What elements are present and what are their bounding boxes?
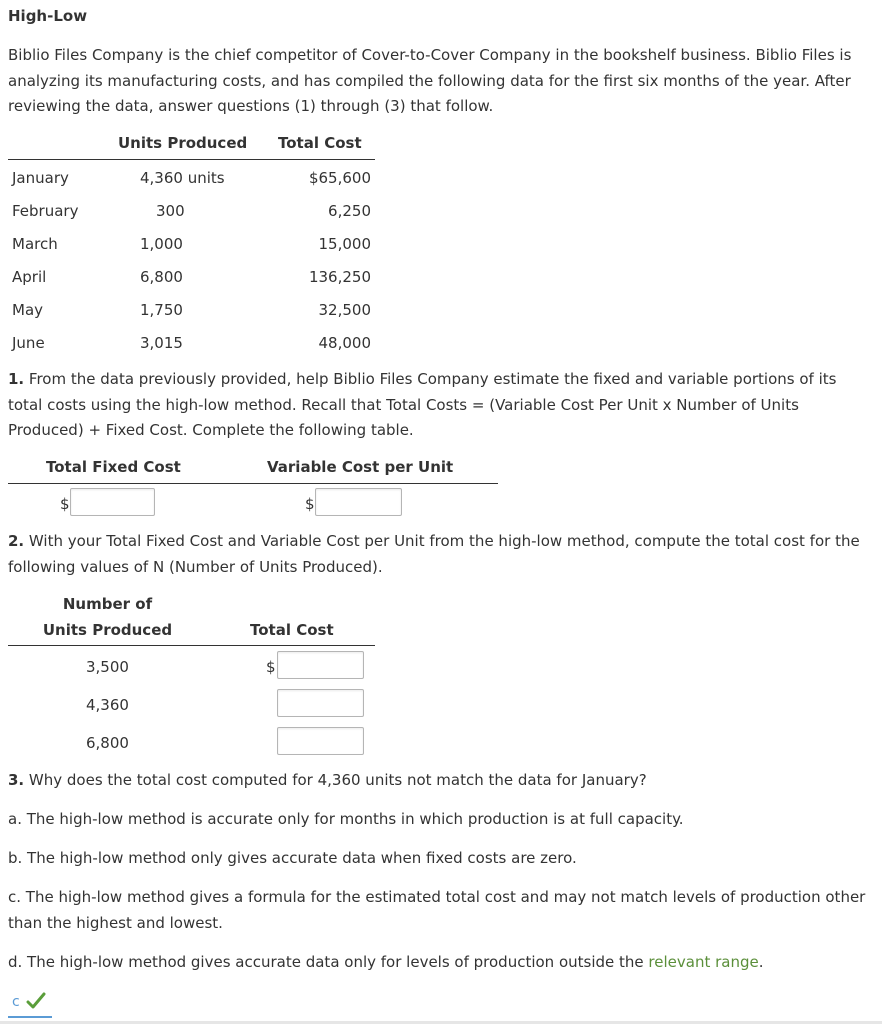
question-1-number: 1. xyxy=(8,370,25,388)
units-cell: 1,000 xyxy=(140,235,183,253)
col-header-fixed-cost: Total Fixed Cost xyxy=(46,458,181,476)
currency-symbol: $ xyxy=(60,495,70,513)
intro-paragraph: Biblio Files Company is the chief competitor of Cover-to-Cover Company in the bookshelf business. Biblio Files is analyzing its manufacturing costs, and has compiled the following data for the first six months of the year. After reviewing the data, answer questions (1) through (3) that follow. xyxy=(8,46,852,115)
question-3-body: Why does the total cost computed for 4,360 units not match the data for January? xyxy=(24,771,647,789)
total-cost-input-6800[interactable] xyxy=(277,727,364,755)
col-header-total-cost: Total Cost xyxy=(250,621,334,639)
month-cell: February xyxy=(12,202,79,220)
col-header-number-of: Number of xyxy=(62,595,153,613)
cost-cell: 15,000 xyxy=(318,235,371,253)
question-1-body: From the data previously provided, help Biblio Files Company estimate the fixed and variable portions of its total costs using the high-low method. Recall that Total Costs = (Variable Cost Per Unit x Number of Units Produced) + Fixed Cost. Complete the following table. xyxy=(8,370,837,439)
option-b: b. The high-low method only gives accurate data when fixed costs are zero. xyxy=(8,849,577,867)
answer-select[interactable] xyxy=(8,992,52,1018)
checkmark-icon xyxy=(26,992,46,1014)
month-cell: April xyxy=(12,268,47,286)
cost-cell: $65,600 xyxy=(308,169,371,187)
option-d-text: d. The high-low method gives accurate data only for levels of production outside the xyxy=(8,953,649,971)
total-cost-input-4360[interactable] xyxy=(277,689,364,717)
option-c: c. The high-low method gives a formula for the estimated total cost and may not match levels of production other than the highest and lowest. xyxy=(8,888,866,932)
total-cost-input-3500[interactable] xyxy=(277,651,364,679)
question-3-text xyxy=(8,768,868,794)
cost-cell: 6,250 xyxy=(328,202,371,220)
option-a: a. The high-low method is accurate only for months in which production is at full capacity. xyxy=(8,810,684,828)
units-value: 3,500 xyxy=(86,658,129,676)
month-cell: May xyxy=(12,301,44,319)
currency-symbol: $ xyxy=(266,658,276,676)
variable-cost-input[interactable] xyxy=(315,488,402,516)
month-cell: January xyxy=(12,169,69,187)
units-value: 4,360 xyxy=(86,696,129,714)
units-cell: 300 xyxy=(156,202,185,220)
cost-cell: 32,500 xyxy=(318,301,371,319)
units-value: 6,800 xyxy=(86,734,129,752)
cost-cell: 136,250 xyxy=(308,268,371,286)
question-1-text xyxy=(8,367,868,444)
option-d-period: . xyxy=(758,953,764,971)
question-2-text xyxy=(8,529,868,580)
q2-header-rule xyxy=(8,645,375,646)
col-header-units: Units Produced xyxy=(118,134,248,152)
currency-symbol: $ xyxy=(305,495,315,513)
fixed-cost-input[interactable] xyxy=(70,488,155,516)
option-d xyxy=(8,950,868,976)
units-cell: 6,800 xyxy=(140,268,183,286)
month-cell: June xyxy=(12,334,45,352)
col-header-cost: Total Cost xyxy=(278,134,362,152)
cost-cell: 48,000 xyxy=(318,334,371,352)
page-title: High-Low xyxy=(8,7,88,25)
table-header-rule xyxy=(8,159,375,160)
col-header-variable-cost: Variable Cost per Unit xyxy=(267,458,454,476)
question-3-number: 3. xyxy=(8,771,25,789)
question-2-body: With your Total Fixed Cost and Variable Cost per Unit from the high-low method, compute the total cost for the following values of N (Number of Units Produced). xyxy=(8,532,860,576)
relevant-range-link[interactable]: relevant range xyxy=(648,953,759,971)
units-cell: 3,015 xyxy=(140,334,183,352)
question-2-number: 2. xyxy=(8,532,25,550)
col-header-units-produced: Units Produced xyxy=(42,621,173,639)
units-cell: 4,360 units xyxy=(140,169,225,187)
units-cell: 1,750 xyxy=(140,301,183,319)
q1-header-rule xyxy=(8,483,498,484)
selected-answer: c xyxy=(12,994,20,1010)
month-cell: March xyxy=(12,235,58,253)
